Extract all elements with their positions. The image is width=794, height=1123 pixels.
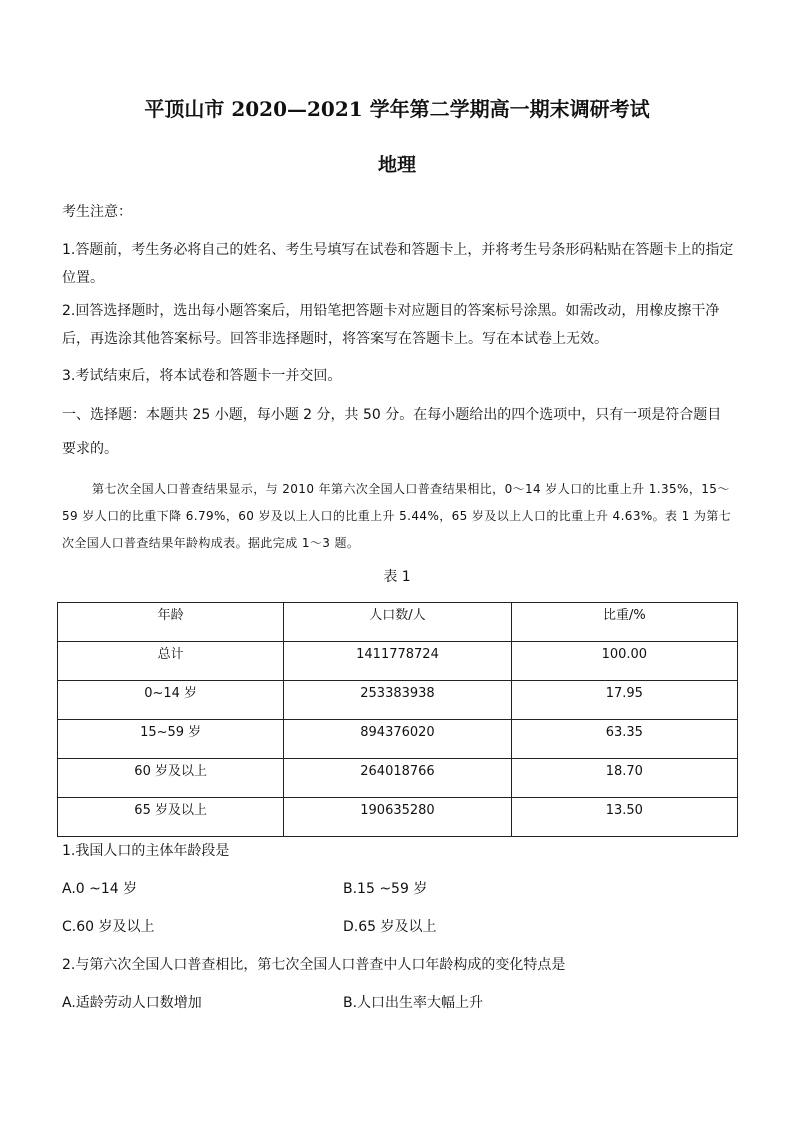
table-caption: 表 1 [383, 569, 411, 585]
table-header-row [58, 603, 738, 642]
table-row [58, 642, 738, 681]
passage-text: 第七次全国人口普查结果显示，与 2010 年第六次全国人口普查结果相比，0～14 岁人口的比重上升 1.35%，15～59 岁人口的比重下降 6.79%，60 岁及以上人口的比重上升 5.44%，65 岁及以上人口的比重上升 4.63%。表 1 为第七次全国人口普查结果年龄构成表。据此完成 1～3 题。 [62, 482, 732, 550]
table-cell: 18.70 [511, 759, 737, 798]
table-cell: 1411778724 [284, 642, 511, 681]
table-header-cell: 比重/% [511, 603, 737, 642]
exam-title: 平顶山市 2020—2021 学年第二学期高一期末调研考试 [144, 97, 650, 121]
table-cell: 15~59 岁 [58, 720, 284, 759]
table-cell: 0~14 岁 [58, 681, 284, 720]
subject-title: 地理 [377, 154, 416, 176]
table-cell: 65 岁及以上 [58, 798, 284, 837]
question-1-option-c: C.60 岁及以上 [62, 919, 155, 935]
notice-item-3: 3.考试结束后，将本试卷和答题卡一并交回。 [62, 368, 342, 384]
notice-heading: 考生注意： [62, 204, 132, 220]
notice-item-1: 1.答题前，考生务必将自己的姓名、考生号填写在试卷和答题卡上，并将考生号条形码粘贴在答题卡上的指定位置。 [62, 242, 734, 286]
table-cell: 63.35 [511, 720, 737, 759]
table-cell: 总计 [58, 642, 284, 681]
table-row [58, 759, 738, 798]
table-header-cell: 年龄 [58, 603, 284, 642]
question-1-stem: 1.我国人口的主体年龄段是 [62, 843, 230, 859]
question-2-option-a: A.适龄劳动人口数增加 [62, 995, 202, 1011]
table-row [58, 681, 738, 720]
question-2-option-b: B.人口出生率大幅上升 [343, 995, 484, 1011]
question-1-option-a: A.0 ~14 岁 [62, 881, 138, 897]
table-row [58, 798, 738, 837]
table-cell: 190635280 [284, 798, 511, 837]
table-cell: 894376020 [284, 720, 511, 759]
table-header-cell: 人口数/人 [284, 603, 511, 642]
notice-item-2: 2.回答选择题时，选出每小题答案后，用铅笔把答题卡对应题目的答案标号涂黑。如需改动，用橡皮擦干净后，再选涂其他答案标号。回答非选择题时，将答案写在答题卡上。写在本试卷上无效。 [62, 303, 720, 347]
table-cell: 100.00 [511, 642, 737, 681]
table-row [58, 720, 738, 759]
question-1-option-d: D.65 岁及以上 [343, 919, 437, 935]
table-cell: 60 岁及以上 [58, 759, 284, 798]
population-table [57, 602, 738, 837]
question-1-option-b: B.15 ~59 岁 [343, 881, 428, 897]
section-heading: 一、选择题：本题共 25 小题，每小题 2 分，共 50 分。在每小题给出的四个选项中，只有一项是符合题目要求的。 [62, 407, 722, 457]
table-cell: 253383938 [284, 681, 511, 720]
table-cell: 17.95 [511, 681, 737, 720]
table-cell: 13.50 [511, 798, 737, 837]
question-2-stem: 2.与第六次全国人口普查相比，第七次全国人口普查中人口年龄构成的变化特点是 [62, 957, 566, 973]
table-cell: 264018766 [284, 759, 511, 798]
